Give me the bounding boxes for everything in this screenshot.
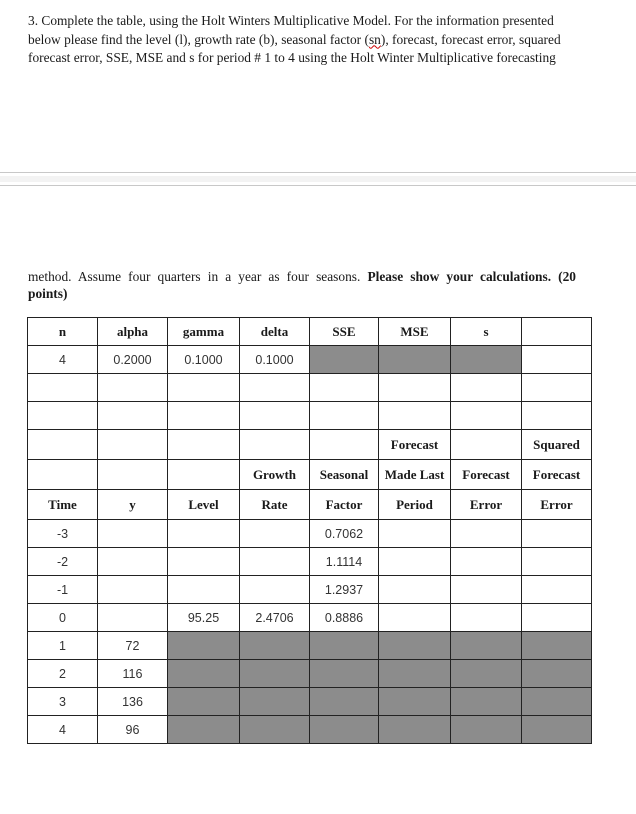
answer-cell xyxy=(451,660,522,688)
answer-cell xyxy=(379,716,451,744)
y-cell xyxy=(98,520,168,548)
header-forecast: Forecast xyxy=(379,430,451,460)
level-cell xyxy=(168,576,240,604)
header-period: Period xyxy=(379,490,451,520)
table-row xyxy=(28,604,592,632)
header-error: Error xyxy=(451,490,522,520)
answer-cell xyxy=(451,716,522,744)
answer-cell xyxy=(240,632,310,660)
factor-cell: 0.7062 xyxy=(310,520,379,548)
answer-cell xyxy=(310,688,379,716)
blank-cell xyxy=(522,346,592,374)
column-header-row-2 xyxy=(28,460,592,490)
spellcheck-marked-word: sn xyxy=(368,31,381,47)
rate-cell xyxy=(240,548,310,576)
answer-cell xyxy=(451,632,522,660)
y-cell: 136 xyxy=(98,688,168,716)
blank-row xyxy=(28,402,592,430)
header-sse: SSE xyxy=(310,318,379,346)
y-cell xyxy=(98,604,168,632)
question-intro xyxy=(28,12,588,68)
header-y: y xyxy=(98,490,168,520)
header-growth: Growth xyxy=(240,460,310,490)
header-forecast-error-top: Forecast xyxy=(451,460,522,490)
factor-cell: 0.8886 xyxy=(310,604,379,632)
answer-cell xyxy=(168,716,240,744)
question-line-2-start: below please find the level (l), growth rate (b), seasonal factor ( xyxy=(28,31,369,47)
table-row xyxy=(28,688,592,716)
page-break-divider xyxy=(0,172,636,186)
question-line-2-end: ), forecast, forecast error, squared xyxy=(380,31,561,47)
time-cell: 4 xyxy=(28,716,98,744)
rate-cell xyxy=(240,576,310,604)
made-last-text: Made Last xyxy=(384,466,445,482)
y-cell xyxy=(98,548,168,576)
answer-cell xyxy=(168,660,240,688)
time-cell: 0 xyxy=(28,604,98,632)
column-header-row-3 xyxy=(28,490,592,520)
answer-cell xyxy=(310,716,379,744)
param-values-row xyxy=(28,346,592,374)
question-line-3: forecast error, SSE, MSE and s for period # 1 to 4 using the Holt Winter Multiplicative forecasting xyxy=(28,50,556,65)
question-continued xyxy=(28,268,576,302)
answer-cell xyxy=(310,660,379,688)
level-cell: 95.25 xyxy=(168,604,240,632)
answer-cell xyxy=(240,688,310,716)
header-gamma: gamma xyxy=(168,318,240,346)
header-level: Level xyxy=(168,490,240,520)
table-row xyxy=(28,548,592,576)
table-row xyxy=(28,520,592,548)
time-cell: -3 xyxy=(28,520,98,548)
time-cell: -1 xyxy=(28,576,98,604)
answer-cell xyxy=(522,660,592,688)
column-header-row-1 xyxy=(28,430,592,460)
holt-winters-table xyxy=(27,317,592,744)
header-squared-forecast: Forecast xyxy=(522,460,592,490)
y-cell: 116 xyxy=(98,660,168,688)
header-rate: Rate xyxy=(240,490,310,520)
answer-cell xyxy=(379,660,451,688)
y-cell: 72 xyxy=(98,632,168,660)
header-n: n xyxy=(28,318,98,346)
answer-cell xyxy=(379,688,451,716)
level-cell xyxy=(168,520,240,548)
mse-answer-cell xyxy=(379,346,451,374)
answer-cell xyxy=(168,632,240,660)
s-answer-cell xyxy=(451,346,522,374)
factor-cell: 1.1114 xyxy=(310,548,379,576)
value-gamma: 0.1000 xyxy=(168,346,240,374)
table-row xyxy=(28,660,592,688)
y-cell xyxy=(98,576,168,604)
instructions-bold: Please show your calculations. (20 points) xyxy=(28,269,577,301)
answer-cell xyxy=(168,688,240,716)
header-time: Time xyxy=(28,490,98,520)
header-squared-error: Error xyxy=(522,490,592,520)
table-row xyxy=(28,632,592,660)
header-alpha: alpha xyxy=(98,318,168,346)
method-text: method. Assume four quarters in a year as four seasons. xyxy=(28,269,361,284)
question-line-2 xyxy=(28,31,588,50)
param-header-row xyxy=(28,318,592,346)
time-cell: 2 xyxy=(28,660,98,688)
value-delta: 0.1000 xyxy=(240,346,310,374)
header-seasonal: Seasonal xyxy=(310,460,379,490)
value-n: 4 xyxy=(28,346,98,374)
rate-cell xyxy=(240,520,310,548)
header-squared: Squared xyxy=(522,430,592,460)
y-cell: 96 xyxy=(98,716,168,744)
answer-cell xyxy=(310,632,379,660)
sse-answer-cell xyxy=(310,346,379,374)
blank-row xyxy=(28,374,592,402)
header-delta: delta xyxy=(240,318,310,346)
time-cell: 1 xyxy=(28,632,98,660)
header-factor: Factor xyxy=(310,490,379,520)
header-made-last xyxy=(379,460,451,490)
question-line-1: 3. Complete the table, using the Holt Winters Multiplicative Model. For the information presented xyxy=(28,13,554,28)
answer-cell xyxy=(522,688,592,716)
answer-cell xyxy=(379,632,451,660)
header-s: s xyxy=(451,318,522,346)
level-cell xyxy=(168,548,240,576)
answer-cell xyxy=(240,660,310,688)
time-cell: 3 xyxy=(28,688,98,716)
time-cell: -2 xyxy=(28,548,98,576)
answer-cell xyxy=(522,632,592,660)
header-mse: MSE xyxy=(379,318,451,346)
table-row xyxy=(28,576,592,604)
value-alpha: 0.2000 xyxy=(98,346,168,374)
answer-cell xyxy=(451,688,522,716)
rate-cell: 2.4706 xyxy=(240,604,310,632)
table-row xyxy=(28,716,592,744)
answer-cell xyxy=(522,716,592,744)
factor-cell: 1.2937 xyxy=(310,576,379,604)
answer-cell xyxy=(240,716,310,744)
header-blank xyxy=(522,318,592,346)
